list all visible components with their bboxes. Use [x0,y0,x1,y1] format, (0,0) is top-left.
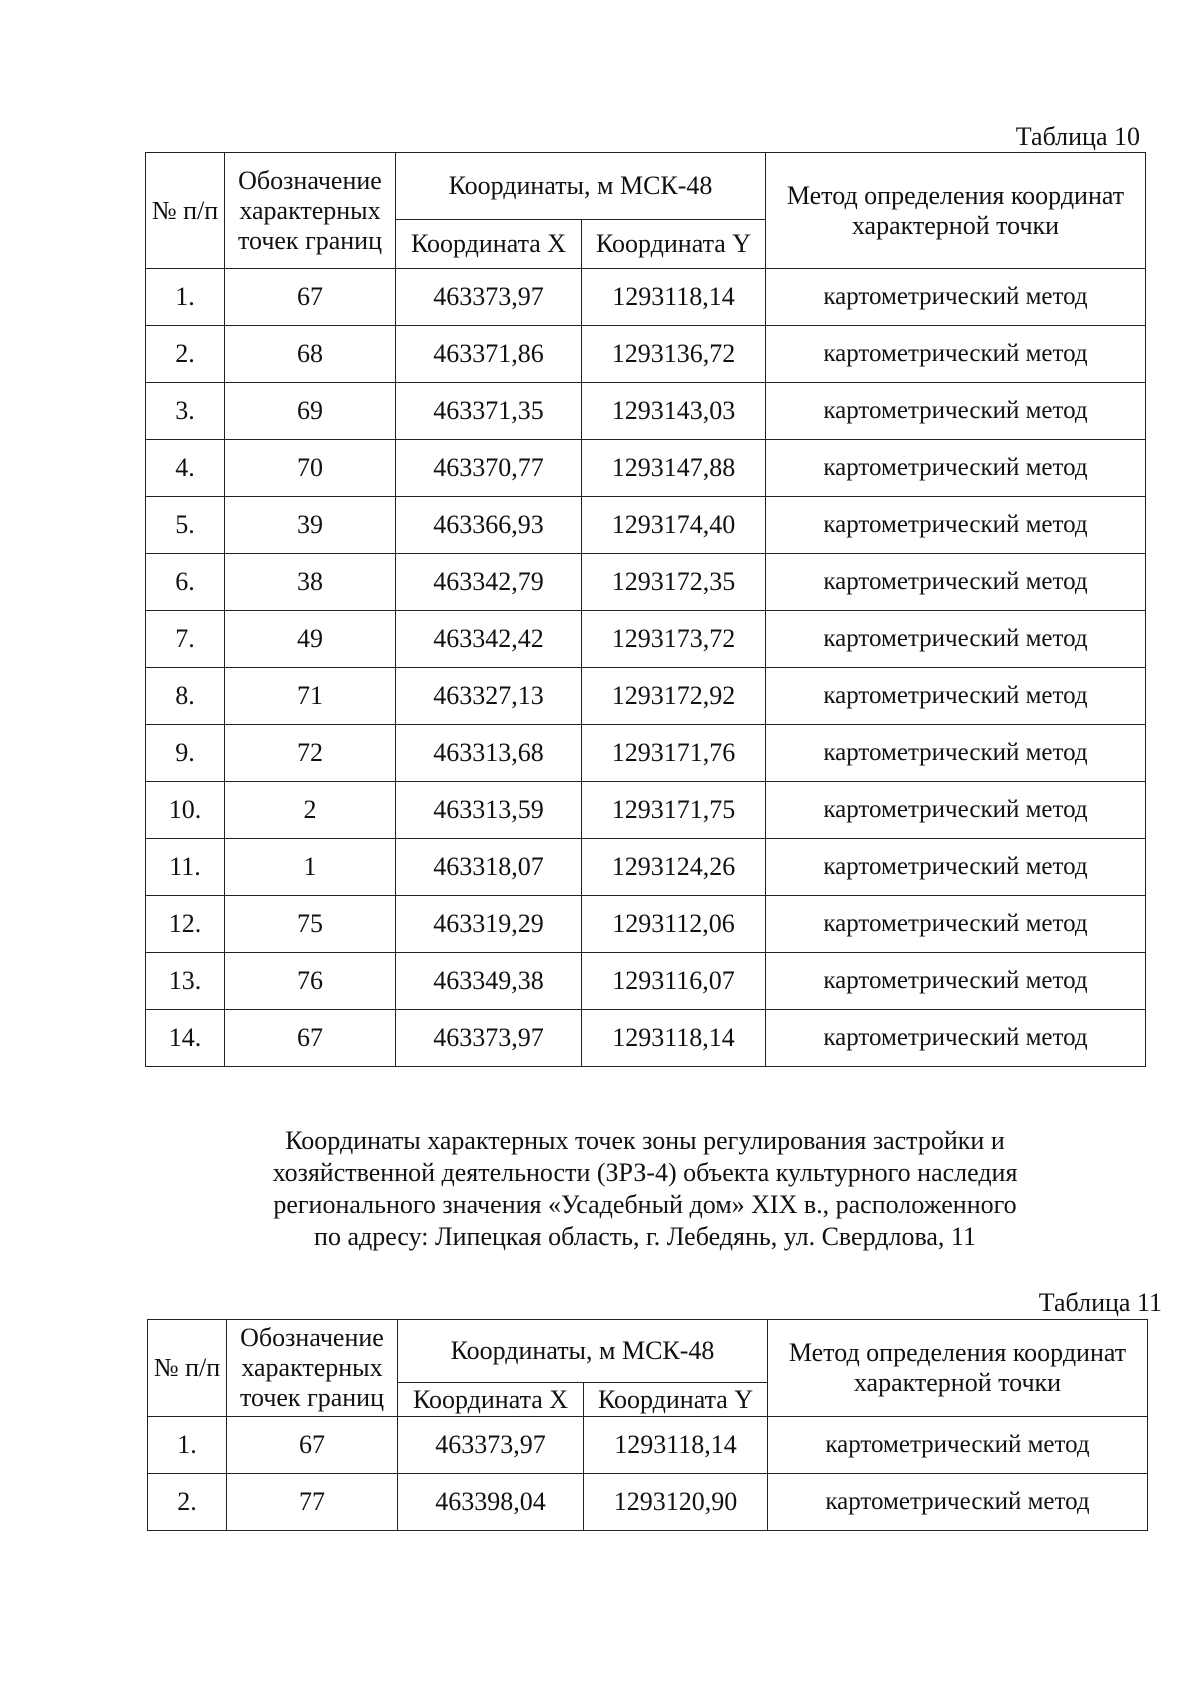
method-cell: картометрический метод [766,725,1146,782]
header-num: № п/п [146,153,225,269]
point-designation-cell: 38 [225,554,396,611]
method-cell: картометрический метод [766,1010,1146,1067]
table-row [146,497,1146,554]
point-designation-cell: 70 [225,440,396,497]
coordinate-x-cell: 463371,35 [396,383,582,440]
coordinate-x-cell: 463319,29 [396,896,582,953]
row-number-cell: 3. [146,383,225,440]
coordinate-x-cell: 463370,77 [396,440,582,497]
coordinate-x-cell: 463366,93 [396,497,582,554]
method-cell: картометрический метод [766,953,1146,1010]
row-number-cell: 11. [146,839,225,896]
coordinate-x-cell: 463349,38 [396,953,582,1010]
table-11-caption: Таблица 11 [1038,1288,1162,1317]
row-number-cell: 10. [146,782,225,839]
header-coords-group: Координаты, м МСК-48 [396,153,766,220]
table-row [146,839,1146,896]
coordinate-y-cell: 1293118,14 [582,269,766,326]
header-designation: Обозначение характерных точек границ [225,153,396,269]
zone-description-paragraph [145,1125,1145,1253]
table-row [148,1417,1148,1474]
coordinate-x-cell: 463371,86 [396,326,582,383]
method-cell: картометрический метод [766,668,1146,725]
table-10-caption: Таблица 10 [1015,122,1140,151]
table-row [146,896,1146,953]
method-cell: картометрический метод [766,611,1146,668]
row-number-cell: 8. [146,668,225,725]
point-designation-cell: 68 [225,326,396,383]
coordinate-y-cell: 1293171,75 [582,782,766,839]
row-number-cell: 9. [146,725,225,782]
coordinate-x-cell: 463373,97 [396,269,582,326]
method-cell: картометрический метод [766,497,1146,554]
header-coord-y: Координата Y [584,1383,768,1417]
point-designation-cell: 71 [225,668,396,725]
table-row [148,1474,1148,1531]
row-number-cell: 13. [146,953,225,1010]
coordinate-x-cell: 463327,13 [396,668,582,725]
row-number-cell: 2. [146,326,225,383]
point-designation-cell: 2 [225,782,396,839]
header-method: Метод определения координат характерной точки [766,153,1146,269]
row-number-cell: 1. [148,1417,227,1474]
coordinate-y-cell: 1293120,90 [584,1474,768,1531]
coordinates-table-10 [145,152,1146,1067]
coordinate-x-cell: 463373,97 [396,1010,582,1067]
method-cell: картометрический метод [766,440,1146,497]
table-row [146,269,1146,326]
coordinate-y-cell: 1293118,14 [582,1010,766,1067]
header-coords-group: Координаты, м МСК-48 [398,1320,768,1383]
coordinate-x-cell: 463373,97 [398,1417,584,1474]
method-cell: картометрический метод [768,1417,1148,1474]
point-designation-cell: 39 [225,497,396,554]
table-row [146,668,1146,725]
point-designation-cell: 67 [225,269,396,326]
coordinate-x-cell: 463313,68 [396,725,582,782]
row-number-cell: 1. [146,269,225,326]
coordinate-y-cell: 1293118,14 [584,1417,768,1474]
coordinate-y-cell: 1293147,88 [582,440,766,497]
row-number-cell: 14. [146,1010,225,1067]
point-designation-cell: 1 [225,839,396,896]
row-number-cell: 2. [148,1474,227,1531]
method-cell: картометрический метод [766,554,1146,611]
coordinate-y-cell: 1293112,06 [582,896,766,953]
method-cell: картометрический метод [766,383,1146,440]
header-coord-y: Координата Y [582,220,766,269]
method-cell: картометрический метод [766,269,1146,326]
coordinate-y-cell: 1293136,72 [582,326,766,383]
table-row [146,782,1146,839]
point-designation-cell: 69 [225,383,396,440]
point-designation-cell: 77 [227,1474,398,1531]
point-designation-cell: 67 [227,1417,398,1474]
paragraph-line: регионального значения «Усадебный дом» XIX в., расположенного [273,1190,1017,1219]
coordinates-table-11 [147,1319,1148,1531]
table-row [146,554,1146,611]
method-cell: картометрический метод [766,782,1146,839]
method-cell: картометрический метод [766,839,1146,896]
row-number-cell: 5. [146,497,225,554]
paragraph-line: Координаты характерных точек зоны регулирования застройки и [285,1126,1005,1155]
table-11-body [148,1417,1148,1531]
point-designation-cell: 76 [225,953,396,1010]
header-coord-x: Координата X [398,1383,584,1417]
paragraph-line: по адресу: Липецкая область, г. Лебедянь, ул. Свердлова, 11 [314,1222,976,1251]
table-row [146,326,1146,383]
row-number-cell: 12. [146,896,225,953]
coordinate-y-cell: 1293174,40 [582,497,766,554]
table-row [146,383,1146,440]
paragraph-line: хозяйственной деятельности (ЗРЗ-4) объекта культурного наследия [272,1158,1018,1187]
table-row [146,953,1146,1010]
coordinate-x-cell: 463398,04 [398,1474,584,1531]
method-cell: картометрический метод [768,1474,1148,1531]
coordinate-y-cell: 1293171,76 [582,725,766,782]
table-row [146,440,1146,497]
row-number-cell: 4. [146,440,225,497]
point-designation-cell: 75 [225,896,396,953]
header-method: Метод определения координат характерной точки [768,1320,1148,1417]
coordinate-y-cell: 1293173,72 [582,611,766,668]
row-number-cell: 7. [146,611,225,668]
coordinate-y-cell: 1293143,03 [582,383,766,440]
coordinate-y-cell: 1293172,92 [582,668,766,725]
coordinate-x-cell: 463313,59 [396,782,582,839]
table-10-body [146,269,1146,1067]
point-designation-cell: 49 [225,611,396,668]
header-designation: Обозначение характерных точек границ [227,1320,398,1417]
method-cell: картометрический метод [766,326,1146,383]
method-cell: картометрический метод [766,896,1146,953]
point-designation-cell: 67 [225,1010,396,1067]
coordinate-x-cell: 463318,07 [396,839,582,896]
point-designation-cell: 72 [225,725,396,782]
coordinate-y-cell: 1293124,26 [582,839,766,896]
coordinate-x-cell: 463342,42 [396,611,582,668]
table-row [146,1010,1146,1067]
table-row [146,611,1146,668]
coordinate-y-cell: 1293116,07 [582,953,766,1010]
coordinate-x-cell: 463342,79 [396,554,582,611]
header-coord-x: Координата X [396,220,582,269]
header-num: № п/п [148,1320,227,1417]
table-row [146,725,1146,782]
coordinate-y-cell: 1293172,35 [582,554,766,611]
row-number-cell: 6. [146,554,225,611]
